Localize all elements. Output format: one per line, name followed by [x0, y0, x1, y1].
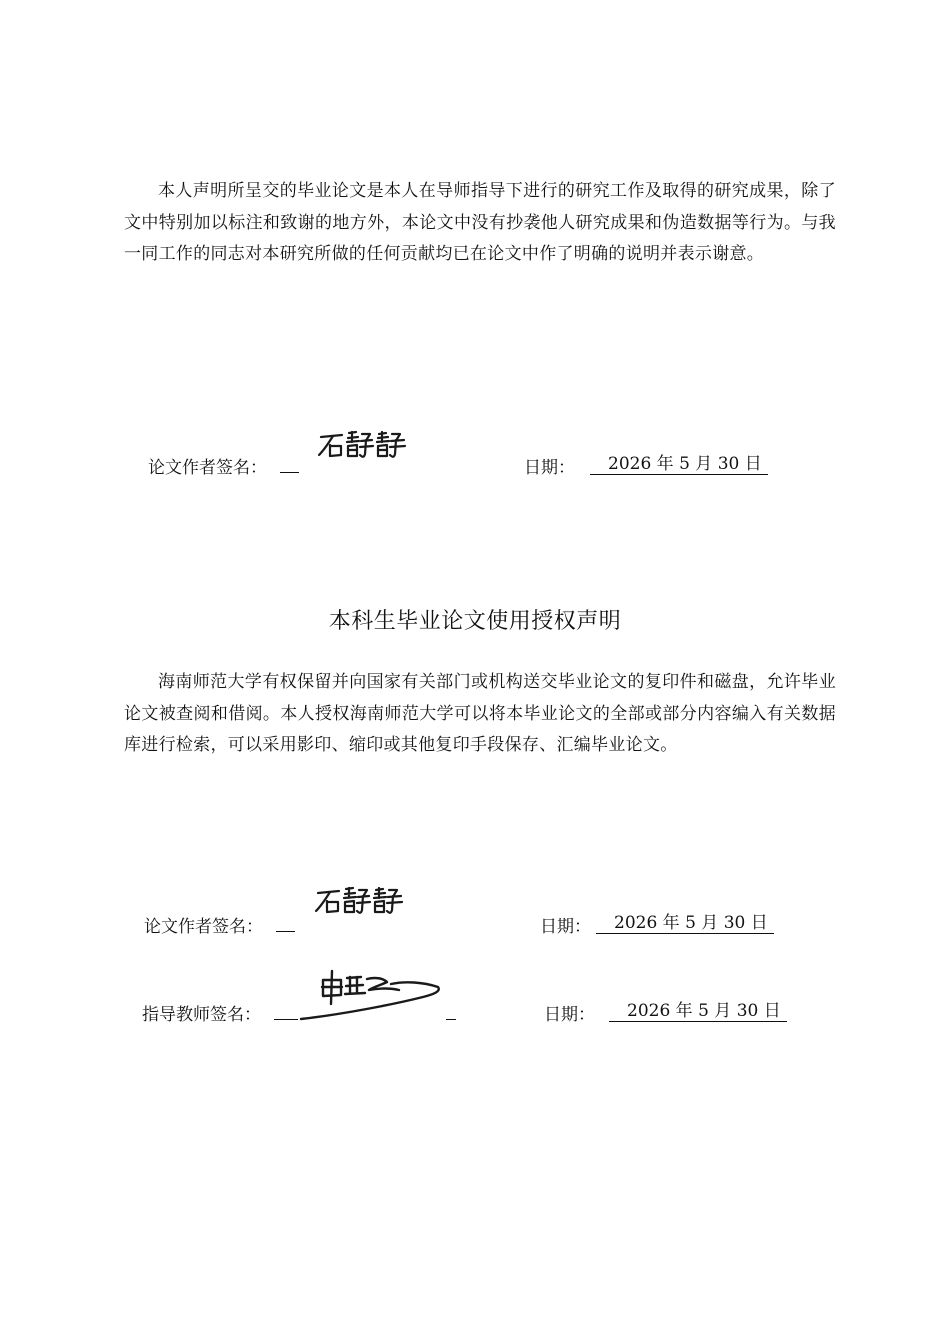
authorization-text: 海南师范大学有权保留并向国家有关部门或机构送交毕业论文的复印件和磁盘，允许毕业论文被查阅和借阅。本人授权海南师范大学可以将本毕业论文的全部或部分内容编入有关数据库进行检索，可以采用影印、缩印或其他复印手段保存、汇编毕业论文。: [124, 672, 836, 755]
authorization-author-handwritten-signature: [313, 884, 413, 920]
advisor-date-value: 2026 年 5 月 30 日: [609, 1001, 787, 1022]
declaration-date-value: 2026 年 5 月 30 日: [590, 454, 768, 475]
advisor-signature-label: 指导教师签名：: [142, 1005, 261, 1025]
advisor-handwritten-signature: [295, 966, 450, 1022]
authorization-author-signature-underline: [276, 931, 295, 932]
originality-declaration-text: 本人声明所呈交的毕业论文是本人在导师指导下进行的研究工作及取得的研究成果，除了文中特别加以标注和致谢的地方外，本论文中没有抄袭他人研究成果和伪造数据等行为。与我一同工作的同志对本研究所做的任何贡献均已在论文中作了明确的说明并表示谢意。: [124, 181, 836, 264]
author-signature-label: 论文作者签名：: [148, 458, 267, 478]
declaration-date-label: 日期：: [524, 458, 575, 478]
authorization-title: 本科生毕业论文使用授权声明: [328, 609, 622, 634]
authorization-author-signature-label: 论文作者签名：: [144, 917, 263, 937]
authorization-author-date-label: 日期：: [540, 917, 591, 937]
authorization-author-date-value: 2026 年 5 月 30 日: [596, 913, 774, 934]
advisor-date-label: 日期：: [544, 1005, 595, 1025]
author-handwritten-signature: [316, 428, 416, 464]
author-signature-underline: [280, 472, 299, 473]
